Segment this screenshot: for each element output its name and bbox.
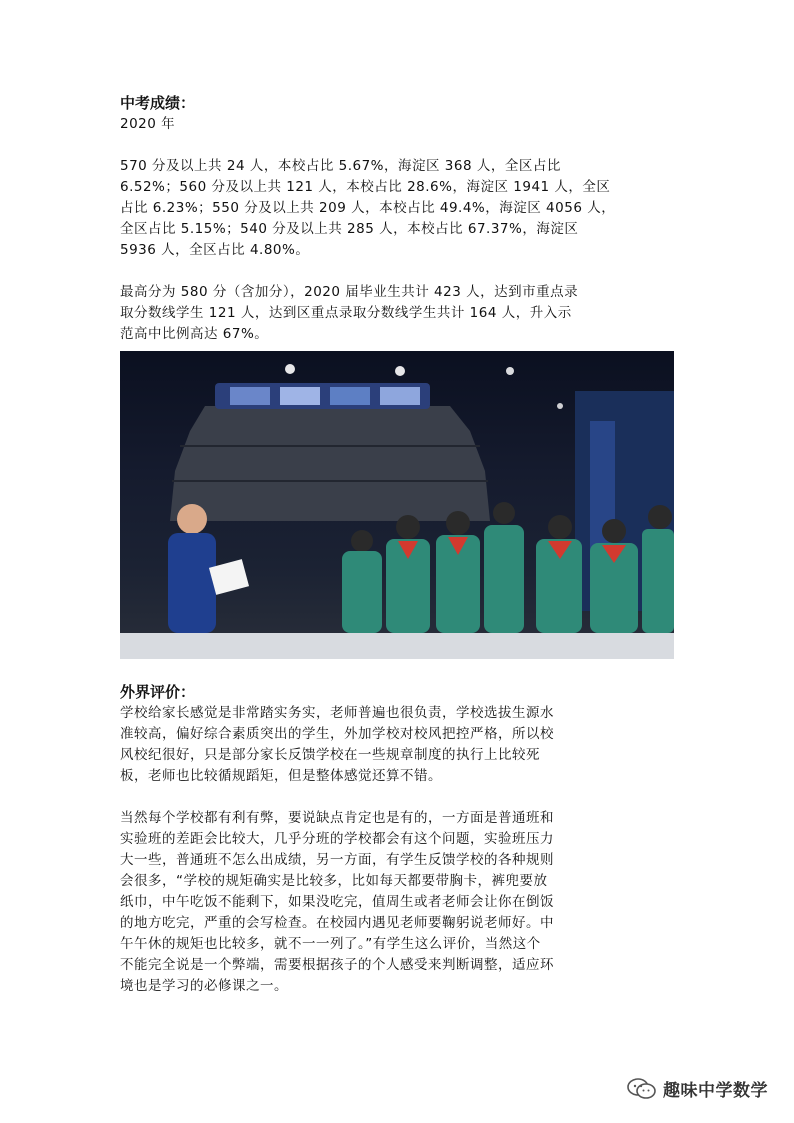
text-line: 境也是学习的必修课之一。 bbox=[120, 978, 288, 994]
text-line: 学校给家长感觉是非常踏实务实，老师普遍也很负责，学校选拔生源水 bbox=[120, 705, 554, 721]
review-paragraph-2 bbox=[120, 808, 680, 997]
review-heading: 外界评价： bbox=[120, 683, 196, 701]
review-paragraph-1 bbox=[120, 703, 680, 787]
text-line: 当然每个学校都有利有弊，要说缺点肯定也是有的，一方面是普通班和 bbox=[120, 810, 554, 826]
wechat-icon bbox=[627, 1078, 657, 1100]
exam-paragraph-1 bbox=[120, 156, 680, 261]
watermark bbox=[627, 1076, 768, 1101]
text-line: 不能完全说是一个弊端，需要根据孩子的个人感受来判断调整，适应环 bbox=[120, 957, 554, 973]
text-line: 的地方吃完，严重的会写检查。在校园内遇见老师要鞠躬说老师好。中 bbox=[120, 915, 554, 931]
review-section bbox=[120, 681, 680, 997]
text-line: 板，老师也比较循规蹈矩，但是整体感觉还算不错。 bbox=[120, 768, 442, 784]
text-line: 取分数线学生 121 人，达到区重点录取分数线学生共计 164 人，升入示 bbox=[120, 305, 572, 321]
text-line: 全区占比 5.15%；540 分及以上共 285 人，本校占比 67.37%，海淀区 bbox=[120, 221, 579, 237]
text-line: 范高中比例高达 67%。 bbox=[120, 326, 269, 342]
text-line: 纸巾，中午吃饭不能剩下，如果没吃完，值周生或者老师会让你在倒饭 bbox=[120, 894, 554, 910]
text-line: 最高分为 580 分（含加分），2020 届毕业生共计 423 人，达到市重点录 bbox=[120, 284, 579, 300]
planetarium-photo bbox=[120, 351, 674, 659]
text-line: 570 分及以上共 24 人，本校占比 5.67%，海淀区 368 人，全区占比 bbox=[120, 158, 561, 174]
text-line: 风校纪很好，只是部分家长反馈学校在一些规章制度的执行上比较死 bbox=[120, 747, 540, 763]
text-line: 会很多，“学校的规矩确实是比较多，比如每天都要带胸卡，裤兜要放 bbox=[120, 873, 548, 889]
exam-heading: 中考成绩： bbox=[120, 94, 196, 112]
account-name: 趣味中学数学 bbox=[663, 1081, 768, 1101]
text-line: 大一些，普通班不怎么出成绩，另一方面，有学生反馈学校的各种规则 bbox=[120, 852, 554, 868]
text-line: 5936 人，全区占比 4.80%。 bbox=[120, 242, 310, 258]
text-line: 午午休的规矩也比较多，就不一一列了。”有学生这么评价，当然这个 bbox=[120, 936, 541, 952]
text-line: 实验班的差距会比较大，几乎分班的学校都会有这个问题，实验班压力 bbox=[120, 831, 554, 847]
text-line: 准较高，偏好综合素质突出的学生，外加学校对校风把控严格，所以校 bbox=[120, 726, 554, 742]
photo-scene bbox=[120, 351, 674, 659]
text-line: 占比 6.23%；550 分及以上共 209 人，本校占比 49.4%，海淀区 4056 人， bbox=[120, 200, 616, 216]
document-page bbox=[120, 92, 680, 997]
exam-year: 2020 年 bbox=[120, 116, 176, 132]
exam-paragraph-2 bbox=[120, 282, 680, 345]
text-line: 6.52%；560 分及以上共 121 人，本校占比 28.6%，海淀区 1941 人，全区 bbox=[120, 179, 611, 195]
